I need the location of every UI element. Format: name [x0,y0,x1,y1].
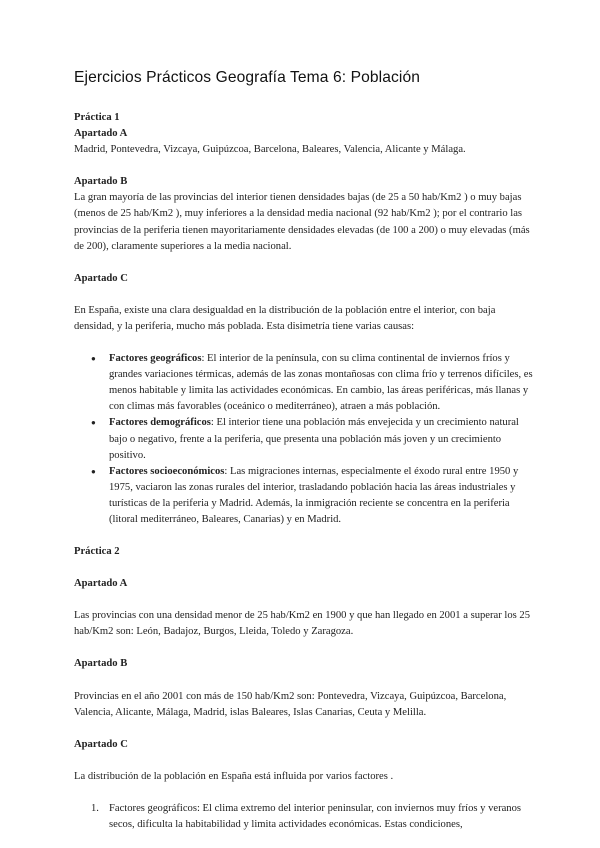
p1-apartado-a-text: Madrid, Pontevedra, Vizcaya, Guipúzcoa, Barcelona, Baleares, Valencia, Alicante y Málaga. [74,144,466,156]
list-item [109,415,534,463]
list-item-label: Factores demográficos [109,417,211,429]
p2-factors-list [74,801,534,833]
list-item [109,351,534,415]
practica-2-heading: Práctica 2 [74,546,120,558]
p1-apartado-c-intro: En España, existe una clara desigualdad en la distribución de la población entre el interior, con baja densidad, y la periferia, mucho más poblada. Esta disimetría tiene varias causas: [74,304,496,332]
list-item-number: 1. [91,802,99,814]
document-content [74,68,534,833]
p2-apartado-b-heading: Apartado B [74,658,128,670]
document-title: Ejercicios Prácticos Geografía Tema 6: Población [74,69,421,86]
p1-apartado-b-heading: Apartado B [74,176,128,188]
list-item-text: : El interior de la península, con su clima continental de inviernos fríos y grandes variaciones térmicas, además de las zonas montañosas con clima frío y terrenos difíciles, es menos habitable y limita las actividades económicas. En cambio, las áreas periféricas, más llanas y con climas más favorables (oceánico o mediterráneo), atraen a más población. [109,353,533,413]
list-item-text: : El interior tiene una población más envejecida y un crecimiento natural bajo o negativo, frente a la periferia, que presenta una población más joven y un crecimiento positivo. [109,417,519,461]
p1-causes-list [74,351,534,528]
list-item-text: : Las migraciones internas, especialmente el éxodo rural entre 1950 y 1975, vaciaron las zonas rurales del interior, trasladando población hacia las áreas industriales y turísticas de la periferia y Madrid. Además, la inmigración reciente se concentra en la periferia (litoral mediterráneo, Baleares, Canarias) y en Madrid. [109,465,519,525]
list-item-label: Factores geográficos [109,353,202,365]
list-item-label: Factores socioeconómicos [109,465,225,477]
p2-apartado-b-text: Provincias en el año 2001 con más de 150 hab/Km2 son: Pontevedra, Vizcaya, Guipúzcoa, Barcelona, Valencia, Alicante, Málaga, Madrid, islas Baleares, Islas Canarias, Ceuta y Melilla. [74,690,507,718]
p2-apartado-c-intro: La distribución de la población en España está influida por varios factores . [74,770,394,782]
p1-apartado-a-heading: Apartado A [74,128,128,140]
p1-apartado-c-heading: Apartado C [74,272,128,284]
list-item-text: Factores geográficos: El clima extremo del interior peninsular, con inviernos muy fríos y veranos secos, dificulta la habitabilidad y limita actividades económicas. Estas condiciones, [109,802,522,830]
p2-apartado-a-heading: Apartado A [74,578,128,590]
p1-apartado-b-text: La gran mayoría de las provincias del interior tienen densidades bajas (de 25 a 50 hab/Km2 ) o muy bajas (menos de 25 hab/Km2 ), muy inferiores a la densidad media nacional (92 hab/Km2 ); por el contrario las provincias de la periferia tienen mayoritariamente densidades elevadas (de 100 a 200) o muy elevadas (más de 200), claramente superiores a la media nacional. [74,192,530,252]
list-item [91,801,534,833]
p2-apartado-c-heading: Apartado C [74,738,128,750]
p2-apartado-a-text: Las provincias con una densidad menor de 25 hab/Km2 en 1900 y que han llegado en 2001 a superar los 25 hab/Km2 son: León, Badajoz, Burgos, Lleida, Toledo y Zaragoza. [74,610,531,638]
practica-1-heading: Práctica 1 [74,112,120,123]
list-item [109,464,534,528]
